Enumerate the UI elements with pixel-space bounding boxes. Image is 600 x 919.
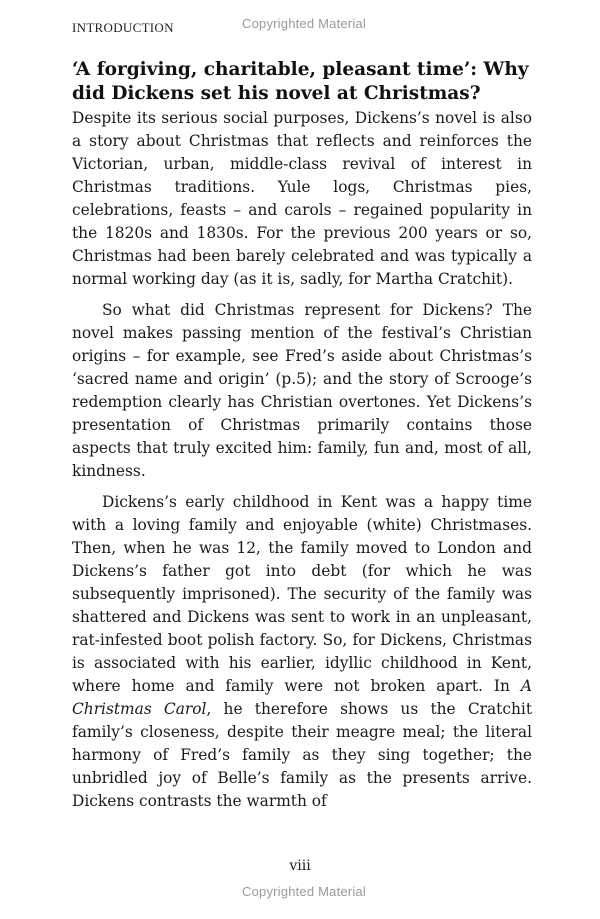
body-text bbox=[72, 107, 532, 821]
running-head: INTRODUCTION bbox=[72, 20, 174, 35]
copyright-watermark-bottom: Copyrighted Material bbox=[242, 884, 366, 899]
paragraph-3-text-before: Dickens’s early childhood in Kent was a happy time with a loving family and enjoyable (white) Christmases. Then, when he was 12, the family moved to London and Dickens’s father got into debt (for which he was subsequently imprisoned). The security of the family was shattered and Dickens was sent to work in an unpleasant, rat-infested boot polish factory. So, for Dickens, Christmas is associated with his earlier, idyllic childhood in Kent, where home and family were not broken apart. In bbox=[72, 493, 532, 695]
paragraph-3 bbox=[72, 491, 532, 813]
section-heading: ‘A forgiving, charitable, pleasant time’: Why did Dickens set his novel at Christmas? bbox=[72, 59, 529, 104]
paragraph-3-text-after: , he therefore shows us the Cratchit family’s closeness, despite their meagre meal; the literal harmony of Fred’s family as they sing together; the unbridled joy of Belle’s family as the presents arrive. Dickens contrasts the warmth of bbox=[72, 700, 532, 810]
paragraph-2: So what did Christmas represent for Dickens? The novel makes passing mention of the festival’s Christian origins – for example, see Fred’s aside about Christmas’s ‘sacred name and origin’ (p.5); and the story of Scrooge’s redemption clearly has Christian overtones. Yet Dickens’s presentation of Christmas primarily contains those aspects that truly excited him: family, fun and, most of all, kindness. bbox=[72, 301, 532, 480]
paragraph-1: Despite its serious social purposes, Dickens’s novel is also a story about Christmas that reflects and reinforces the Victorian, urban, middle-class revival of interest in Christmas traditions. Yule logs, Christmas pies, celebrations, feasts – and carols – regained popularity in the 1820s and 1830s. For the previous 200 years or so, Christmas had been barely celebrated and was typically a normal working day (as it is, sadly, for Martha Cratchit). bbox=[72, 109, 532, 288]
page-number: viii bbox=[289, 858, 311, 874]
book-title: A Christmas Carol bbox=[72, 677, 532, 718]
copyright-watermark-top: Copyrighted Material bbox=[242, 16, 366, 31]
